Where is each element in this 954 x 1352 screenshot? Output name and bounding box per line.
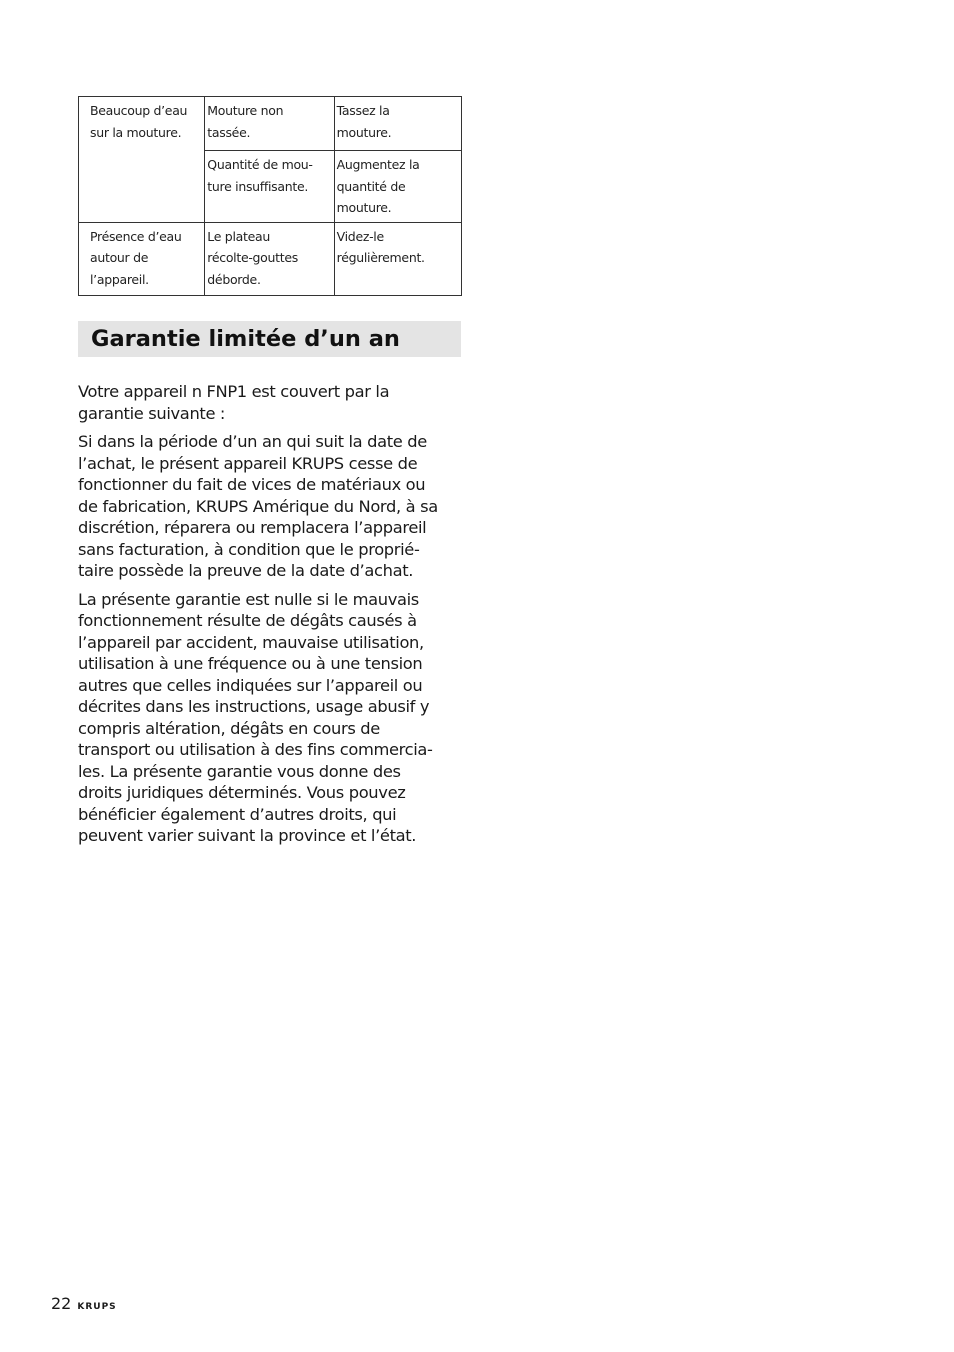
table-cell-remedy	[334, 97, 461, 151]
cause-text: Quantité de mou- ture insuffisante.	[207, 157, 313, 194]
paragraph-intro: Votre appareil n FNP1 est couvert par la garantie suivante :	[78, 382, 390, 423]
table-row	[79, 222, 462, 295]
brand-logo-text: KRUPS	[77, 1302, 117, 1312]
troubleshooting-table	[78, 96, 462, 296]
remedy-text: Videz-le régulièrement.	[336, 228, 425, 265]
remedy-text: Augmentez la quantité de mouture.	[336, 157, 420, 215]
table-cell-cause	[205, 151, 334, 223]
problem-text: Beaucoup d’eau sur la mouture.	[90, 103, 188, 140]
table-cell-problem	[79, 222, 205, 295]
page-footer	[51, 1294, 117, 1316]
table-cell-cause	[205, 222, 334, 295]
section-heading-warranty: Garantie limitée d’un an	[78, 321, 461, 357]
problem-text: Présence d’eau autour de l’appareil.	[90, 228, 182, 287]
paragraph-coverage: Si dans la période d’un an qui suit la date de l’achat, le présent appareil KRUPS cesse de fonctionner du fait de vices de matériaux ou de fabrication, KRUPS Amérique du Nord, à sa discrétion, réparera ou remplacera l’appareil sans facturation, à condition que le proprié- taire possède la preuve de la date d’achat.	[78, 432, 438, 580]
table-cell-cause	[205, 97, 334, 151]
table-cell-remedy	[334, 151, 461, 223]
table-row	[79, 97, 462, 151]
paragraph-exclusions: La présente garantie est nulle si le mauvais fonctionnement résulte de dégâts causés à l’appareil par accident, mauvaise utilisation, utilisation à une fréquence ou à une tension autres que celles indiquées sur l’appareil ou décrites dans les instructions, usage abusif y compris altération, dégâts en cours de transport ou utilisation à des fins commercia- les. La présente garantie vous donne des droits juridiques déterminés. Vous pouvez bénéficier également d’autres droits, qui peuvent varier suivant la province et l’état.	[78, 589, 433, 845]
cause-text: Mouture non tassée.	[207, 103, 284, 140]
table-cell-problem	[79, 97, 205, 223]
remedy-text: Tassez la mouture.	[336, 103, 392, 140]
page-number: 22	[51, 1294, 72, 1313]
cause-text: Le plateau récolte-gouttes déborde.	[207, 228, 298, 287]
table-cell-remedy	[334, 222, 461, 295]
warranty-body	[78, 381, 462, 854]
